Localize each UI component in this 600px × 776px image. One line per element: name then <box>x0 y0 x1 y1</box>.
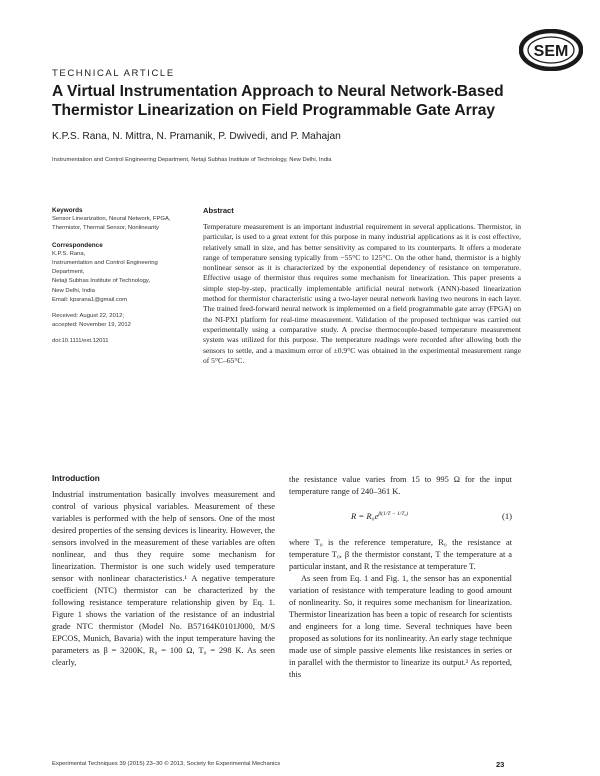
abstract-section <box>203 206 521 366</box>
sem-logo-text: SEM <box>533 43 569 60</box>
equation-exponent: β(1/T − 1/T₀) <box>378 511 409 518</box>
abstract-text: Temperature measurement is an important industrial requirement in several applications. Thermistor, in particular, is used to a great extent for this purpose in many industrial applications as it is cost effective, relatively small in size, and has better sensitivity as compared to its counterparts. It offers a moderate range of temperature sensing typically from −55°C to 125°C. On the other hand, thermistor is a highly nonlinear sensor as it is characterized by the exponential dependency of resistance on temperature. Effective usage of thermistor thus requires some mechanism for linearization. This paper presents a simple step-by-step, practically implementable artificial neural network (ANN)-based linearization method for thermistor characteristic using a two-layer neural network having two neurons in each layer. The trained feed-forward neural network is implemented on a field programmable gate array (FPGA) on the NI-PXI platform for real-time measurement. Validation of the proposed technique was carried out experimentally using a comparative study. A precise thermocouple-based temperature measurement system was utilized for this purpose. The temperature readings were recorded after allowing both the sensors to settle, and a maximum error of ±0.9°C was obtained in the experimental measurement range of 5°C–65°C. <box>203 222 521 365</box>
sidebar <box>52 206 192 347</box>
keywords-heading: Keywords <box>52 207 83 214</box>
sem-logo <box>519 29 583 71</box>
correspondence-email[interactable]: Email: kpsrana1@gmail.com <box>52 296 128 303</box>
keywords-line: Sensor Linearization, Neural Network, FPGA, <box>52 216 171 223</box>
correspondence-line: Department, <box>52 269 85 276</box>
correspondence-line: Instrumentation and Control Engineering <box>52 260 158 267</box>
correspondence-line: K.P.S. Rana, <box>52 250 86 257</box>
introduction-column <box>52 474 275 669</box>
correspondence-line: Netaji Subhas Institute of Technology, <box>52 278 151 285</box>
introduction-heading: Introduction <box>52 474 100 483</box>
introduction-paragraph: Industrial instrumentation basically involves measurement and control of various physical variables. Measurement of these variables is performed with the help of sensors. One of the most desired properties of the sensing devices is linearity. However, the sensors involved in the measurement of these variables are often nonlinear, and thus they require some mechanism for linearization. Thermistor is one such widely used temperature sensor with nonlinear characteristics.¹ A negative temperature coefficient (NTC) thermistor can be characterized by the following resistance temperature relationship given by Eq. 1. Figure 1 shows the variation of the resistance of an industrial grade NTC thermistor (Model No. B57164K0101J000, M/S EPCOS, Munich, Bavaria) with the input temperature having the parameters as β = 3200K, R₀ = 100 Ω, T₀ = 298 K. As seen clearly, <box>52 490 275 667</box>
body-paragraph: As seen from Eq. 1 and Fig. 1, the sensor has an exponential variation of resistance with temperature leading to good amount of nonlinearity. So, it requires some mechanism for linearization. Thermistor linearization has been a topic of research for scientists and engineers for a long time. Several techniques have been proposed as solutions for its nonlinearity. An early stage technique made use of simple passive elements like resistances in series or in parallel with the thermistor to linearize its output.² As reported, this <box>289 574 512 679</box>
equation-number: (1) <box>501 511 512 521</box>
received-date: Received: August 22, 2012; <box>52 313 125 320</box>
dates-block <box>52 312 192 330</box>
doi-link[interactable]: doi:10.1111/ext.12011 <box>52 338 109 345</box>
footer-journal: Experimental Techniques 39 (2015) 23–30 © 2013, Society for Experimental Mechanics <box>52 761 281 767</box>
authors: K.P.S. Rana, N. Mittra, N. Pramanik, P. Dwivedi, and P. Mahajan <box>52 131 341 142</box>
correspondence-heading: Correspondence <box>52 241 103 249</box>
correspondence-line: New Delhi, India <box>52 287 95 294</box>
body-paragraph: where T₀ is the reference temperature, R₀ the resistance at temperature T₀, β the thermistor constant, T the temperature at a particular instant, and R the resistance at temperature T. <box>289 538 512 571</box>
keywords-block <box>52 206 192 234</box>
accepted-date: accepted: November 19, 2012 <box>52 322 131 329</box>
affiliation: Instrumentation and Control Engineering Department, Netaji Subhas Institute of Technology, New Delhi, India <box>52 157 332 163</box>
correspondence-block <box>52 241 192 305</box>
equation-expression <box>351 511 408 521</box>
keywords-line: Thermistor, Thermal Sensor, Nonlinearity <box>52 225 159 232</box>
article-title: A Virtual Instrumentation Approach to Neural Network-Based Thermistor Linearization on Field Programmable Gate Array <box>52 83 504 119</box>
abstract-heading: Abstract <box>203 206 234 215</box>
equation-lhs: R = R₀e <box>351 511 379 521</box>
equation-1 <box>289 502 512 532</box>
right-column <box>289 474 512 681</box>
body-paragraph: the resistance value varies from 15 to 995 Ω for the input temperature range of 240–361 K. <box>289 475 512 496</box>
page-number: 23 <box>496 760 505 769</box>
section-label: TECHNICAL ARTICLE <box>52 68 175 79</box>
